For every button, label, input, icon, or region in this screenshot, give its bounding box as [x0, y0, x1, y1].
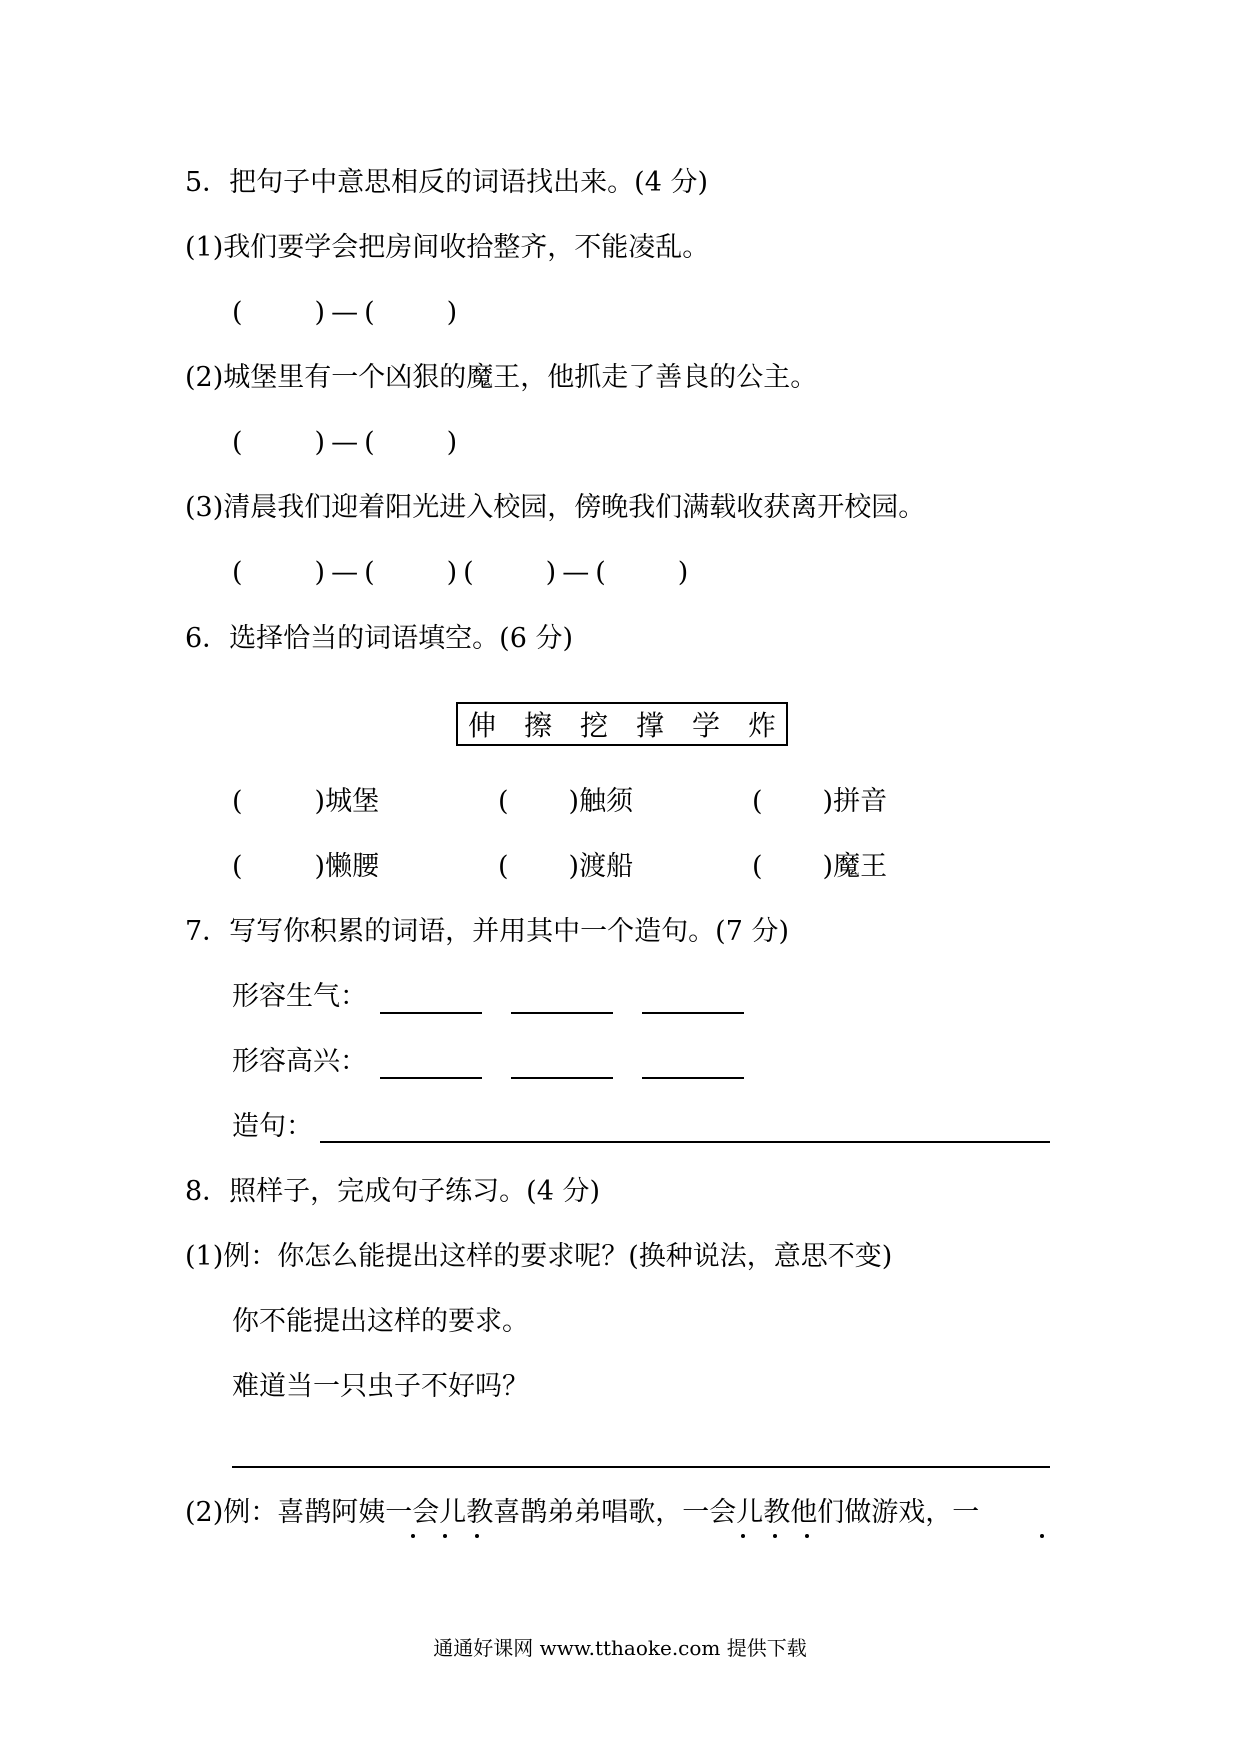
q8-example-2: (2)例：喜鹊阿姨一会儿教喜鹊弟弟唱歌，一会儿教他们做游戏，一 — [185, 1497, 980, 1528]
word-choice-6: 炸 — [747, 709, 776, 742]
q5-sentence-3: (3)清晨我们迎着阳光进入校园，傍晚我们满载收获离开校园。 — [185, 492, 926, 523]
q7-label-happy: 形容高兴： — [232, 1046, 367, 1077]
angry-word-blank-2[interactable] — [511, 1012, 613, 1014]
page-footer: 通通好课网 www.tthaoke.com 提供下载 — [433, 1636, 807, 1660]
q6-title: 6．选择恰当的词语填空。(6 分) — [185, 623, 574, 654]
rewrite-answer-line[interactable] — [232, 1466, 1050, 1468]
q5-answer-pair-3[interactable]: ( )—( )( )—( ) — [232, 557, 695, 588]
word-choice-4: 撑 — [635, 709, 664, 742]
word-choice-2: 擦 — [523, 709, 552, 742]
fill-blank-item[interactable]: ( )城堡 — [232, 786, 380, 817]
word-choice-3: 挖 — [579, 709, 608, 742]
fill-blank-item[interactable]: ( )拼音 — [752, 786, 888, 817]
sentence-blank[interactable] — [320, 1141, 1050, 1143]
emphasis-dot — [741, 1534, 745, 1538]
emphasis-dot — [443, 1534, 447, 1538]
q8-example-1-answer: 你不能提出这样的要求。 — [232, 1306, 529, 1337]
fill-blank-item[interactable]: ( )懒腰 — [232, 851, 380, 882]
fill-blank-item[interactable]: ( )触须 — [498, 786, 634, 817]
word-choice-1: 伸 — [468, 709, 497, 742]
emphasis-dot — [411, 1534, 415, 1538]
q5-sentence-1: (1)我们要学会把房间收拾整齐，不能凌乱。 — [185, 232, 710, 263]
word-choice-box — [456, 702, 788, 746]
angry-word-blank-3[interactable] — [642, 1012, 744, 1014]
happy-word-blank-3[interactable] — [642, 1077, 744, 1079]
angry-word-blank-1[interactable] — [380, 1012, 482, 1014]
q5-answer-pair-1[interactable]: ( )—( ) — [232, 297, 464, 328]
q8-example-1: (1)例：你怎么能提出这样的要求呢？(换种说法，意思不变) — [185, 1241, 893, 1272]
q8-title: 8．照样子，完成句子练习。(4 分) — [185, 1176, 601, 1207]
fill-blank-item[interactable]: ( )渡船 — [498, 851, 634, 882]
q5-title: 5．把句子中意思相反的词语找出来。(4 分) — [185, 167, 709, 198]
word-choice-5: 学 — [691, 709, 720, 742]
emphasis-dot — [475, 1534, 479, 1538]
q7-label-sentence: 造句： — [232, 1111, 313, 1142]
emphasis-dot — [773, 1534, 777, 1538]
happy-word-blank-2[interactable] — [511, 1077, 613, 1079]
q5-answer-pair-2[interactable]: ( )—( ) — [232, 427, 464, 458]
fill-blank-item[interactable]: ( )魔王 — [752, 851, 888, 882]
q7-title: 7．写写你积累的词语，并用其中一个造句。(7 分) — [185, 916, 790, 947]
q7-label-angry: 形容生气： — [232, 981, 367, 1012]
emphasis-dot — [1040, 1534, 1044, 1538]
q8-task-1: 难道当一只虫子不好吗？ — [232, 1371, 529, 1402]
emphasis-dot — [805, 1534, 809, 1538]
happy-word-blank-1[interactable] — [380, 1077, 482, 1079]
q5-sentence-2: (2)城堡里有一个凶狠的魔王，他抓走了善良的公主。 — [185, 362, 818, 393]
